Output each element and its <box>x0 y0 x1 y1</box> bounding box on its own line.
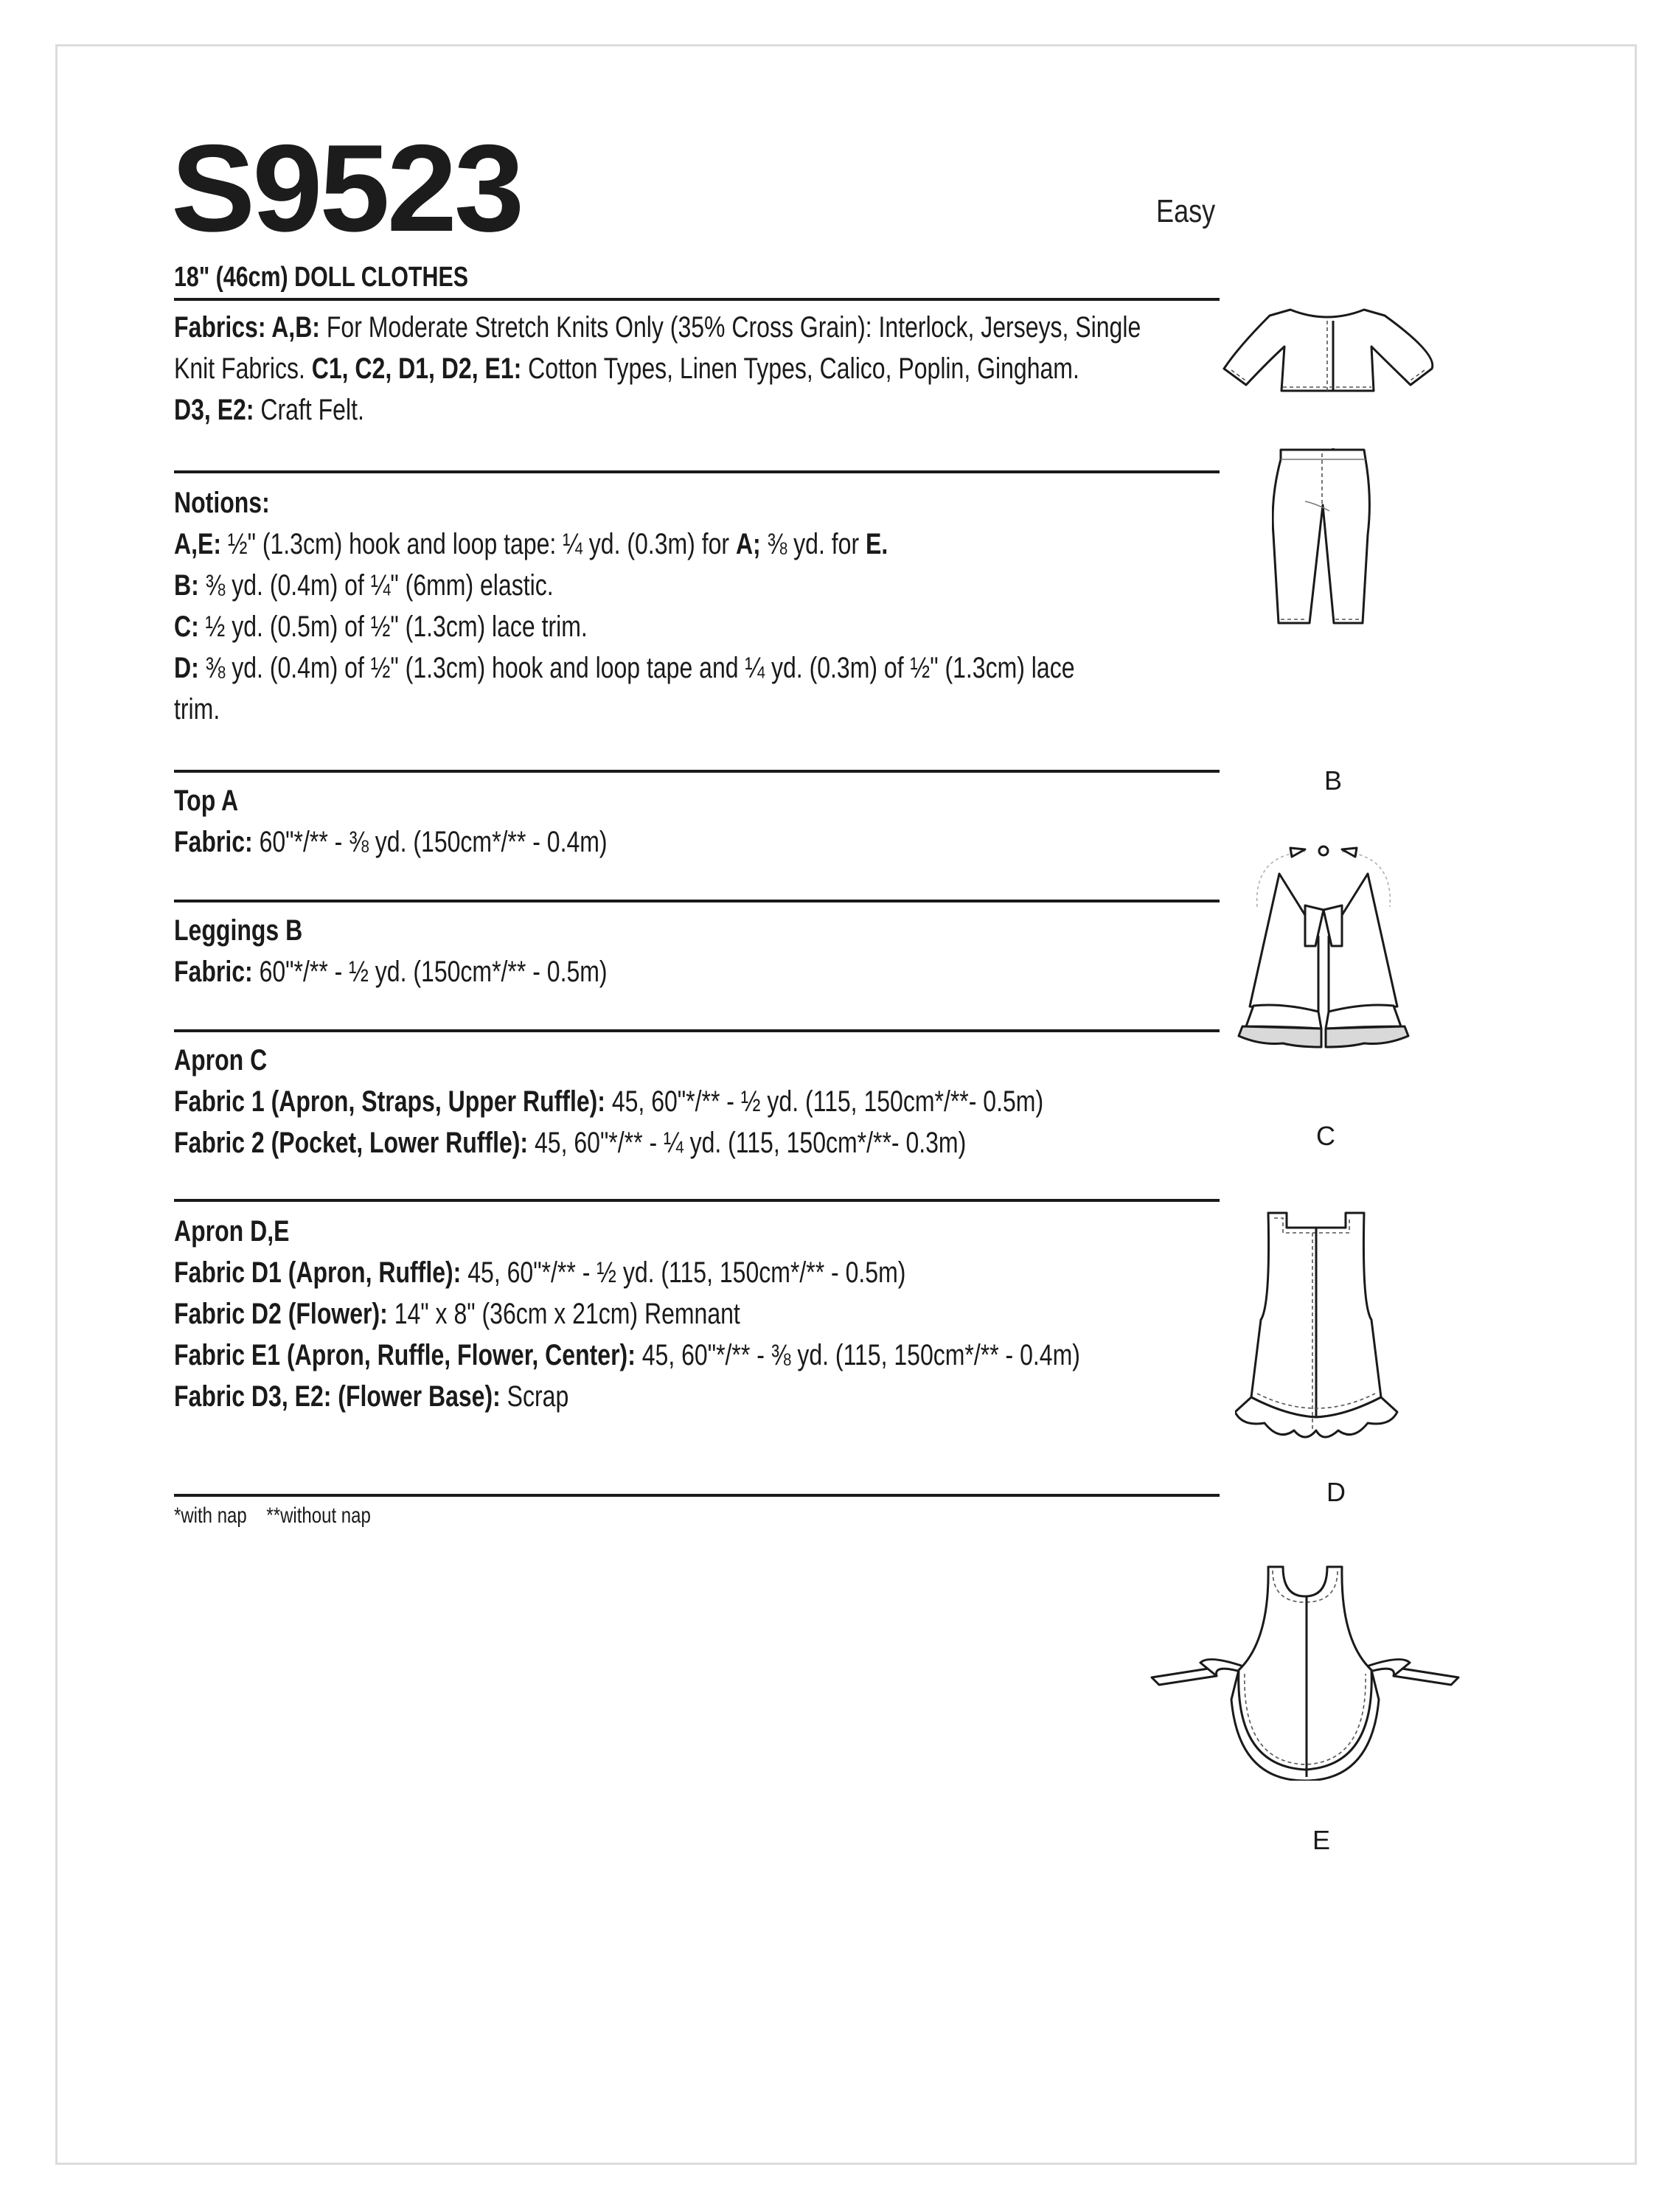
fabrics-block <box>174 307 1220 431</box>
line-text <box>174 1081 1043 1122</box>
yardage-row <box>174 821 1220 863</box>
bold-label: Fabric E1 (Apron, Ruffle, Flower, Center): <box>174 1339 642 1371</box>
value-text: Cotton Types, Linen Types, Calico, Poplin, Gingham. <box>528 352 1079 385</box>
fabrics-line <box>174 348 1220 389</box>
view-a-illustration <box>1217 302 1438 420</box>
value-text: ½ yd. (0.5m) of ½" (1.3cm) lace trim. <box>205 611 588 643</box>
line-text <box>174 389 364 431</box>
view-b-illustration <box>1272 446 1382 630</box>
bold-label: D: <box>174 652 206 684</box>
value-text: 60"*/** - ⅜ yd. (150cm*/** - 0.4m) <box>259 826 608 858</box>
bold-label: D3, E2: <box>174 394 261 426</box>
line-text <box>174 821 608 863</box>
line-text <box>174 565 554 606</box>
footnote-block <box>174 1501 1220 1531</box>
view-label-e: E <box>1312 1825 1330 1855</box>
value-text: ⅜ yd. (0.4m) of ½" (1.3cm) hook and loop tape and ¼ yd. (0.3m) of ½" (1.3cm) lace <box>205 652 1075 684</box>
bold-label: Fabric D3, E2: (Flower Base): <box>174 1380 507 1413</box>
line-text <box>174 1252 905 1293</box>
value-text: 45, 60"*/** - ¼ yd. (115, 150cm*/**- 0.3m) <box>534 1127 967 1159</box>
apron-e-garment-icon <box>1150 1559 1460 1781</box>
bold-label: B: <box>174 569 206 602</box>
section-leggings-b <box>174 910 1220 992</box>
value-text: 45, 60"*/** - ⅜ yd. (115, 150cm*/** - 0.4m) <box>641 1339 1080 1371</box>
value-text: ½" (1.3cm) hook and loop tape: ¼ yd. (0.3m) for <box>227 528 736 560</box>
section-title: Leggings B <box>174 914 303 947</box>
view-e-illustration <box>1150 1559 1460 1781</box>
notion-line <box>174 565 1220 606</box>
divider <box>174 1199 1220 1202</box>
bold-label: Fabric: <box>174 956 260 988</box>
top-garment-icon <box>1217 302 1438 420</box>
line-text <box>174 1376 568 1417</box>
bold-label: C1, C2, D1, D2, E1: <box>311 352 529 385</box>
section-title: Apron C <box>174 1044 268 1077</box>
divider <box>174 1029 1220 1032</box>
difficulty-label: Easy <box>1156 193 1216 229</box>
divider <box>174 770 1220 773</box>
value-text: ⅜ yd. (0.4m) of ¼" (6mm) elastic. <box>205 569 554 602</box>
view-d-illustration <box>1235 1209 1412 1445</box>
section-title: Apron D,E <box>174 1215 290 1248</box>
section-apron-c <box>174 1040 1220 1164</box>
yardage-row <box>174 1122 1220 1164</box>
bold-label: Fabrics: A,B: <box>174 311 327 344</box>
view-c-illustration <box>1224 833 1423 1054</box>
subtitle-block <box>174 260 1220 295</box>
line-text <box>174 348 1079 389</box>
line-text <box>174 307 1141 348</box>
value-text: 60"*/** - ½ yd. (150cm*/** - 0.5m) <box>259 956 608 988</box>
line-text <box>174 524 888 565</box>
view-label-d: D <box>1326 1477 1346 1507</box>
notions-title: Notions: <box>174 487 270 519</box>
view-label-b: B <box>1324 765 1342 796</box>
bold-label: Fabric D1 (Apron, Ruffle): <box>174 1256 468 1289</box>
bold-label: A,E: <box>174 528 228 560</box>
divider <box>174 900 1220 902</box>
value-text: 14" x 8" (36cm x 21cm) Remnant <box>394 1298 740 1330</box>
yardage-row <box>174 1335 1220 1376</box>
apron-c-garment-icon <box>1224 833 1423 1054</box>
bold-label: Fabric D2 (Flower): <box>174 1298 394 1330</box>
bold-label: E. <box>866 528 888 560</box>
yardage-row <box>174 1252 1220 1293</box>
bold-label: Fabric 1 (Apron, Straps, Upper Ruffle): <box>174 1085 612 1118</box>
yardage-row <box>174 1376 1220 1417</box>
notion-line <box>174 689 1220 730</box>
notion-line <box>174 524 1220 565</box>
line-text <box>174 647 1075 689</box>
yardage-row <box>174 1081 1220 1122</box>
yardage-row <box>174 951 1220 992</box>
section-title: Top A <box>174 785 239 817</box>
fabrics-line <box>174 307 1220 348</box>
notion-line <box>174 606 1220 647</box>
leggings-garment-icon <box>1272 446 1382 630</box>
value-text: Craft Felt. <box>260 394 364 426</box>
value-text: ⅜ yd. for <box>767 528 866 560</box>
section-apron-de <box>174 1211 1220 1417</box>
pattern-number: S9523 <box>171 119 522 257</box>
fabrics-line <box>174 389 1220 431</box>
notion-line <box>174 647 1220 689</box>
line-text <box>174 606 588 647</box>
bold-label: A; <box>735 528 768 560</box>
divider <box>174 298 1220 301</box>
line-text <box>174 1122 966 1164</box>
section-top-a <box>174 780 1220 863</box>
value-text: Knit Fabrics. <box>174 352 312 385</box>
apron-d-garment-icon <box>1235 1209 1412 1445</box>
value-text: 45, 60"*/** - ½ yd. (115, 150cm*/**- 0.5m) <box>611 1085 1044 1118</box>
value-text: For Moderate Stretch Knits Only (35% Cross Grain): Interlock, Jerseys, Single <box>326 311 1141 344</box>
value-text: 45, 60"*/** - ½ yd. (115, 150cm*/** - 0.5m) <box>467 1256 906 1289</box>
bold-label: Fabric 2 (Pocket, Lower Ruffle): <box>174 1127 535 1159</box>
view-label-c: C <box>1316 1121 1335 1151</box>
bold-label: Fabric: <box>174 826 260 858</box>
bold-label: C: <box>174 611 206 643</box>
value-text: trim. <box>174 693 220 726</box>
subtitle: 18" (46cm) DOLL CLOTHES <box>174 262 468 293</box>
value-text: Scrap <box>507 1380 569 1413</box>
line-text <box>174 1293 740 1335</box>
nap-footnote: *with nap **without nap <box>174 1503 371 1528</box>
line-text <box>174 951 608 992</box>
divider <box>174 1494 1220 1497</box>
yardage-row <box>174 1293 1220 1335</box>
divider <box>174 470 1220 473</box>
notions-block <box>174 482 1220 730</box>
line-text <box>174 689 220 730</box>
line-text <box>174 1335 1080 1376</box>
